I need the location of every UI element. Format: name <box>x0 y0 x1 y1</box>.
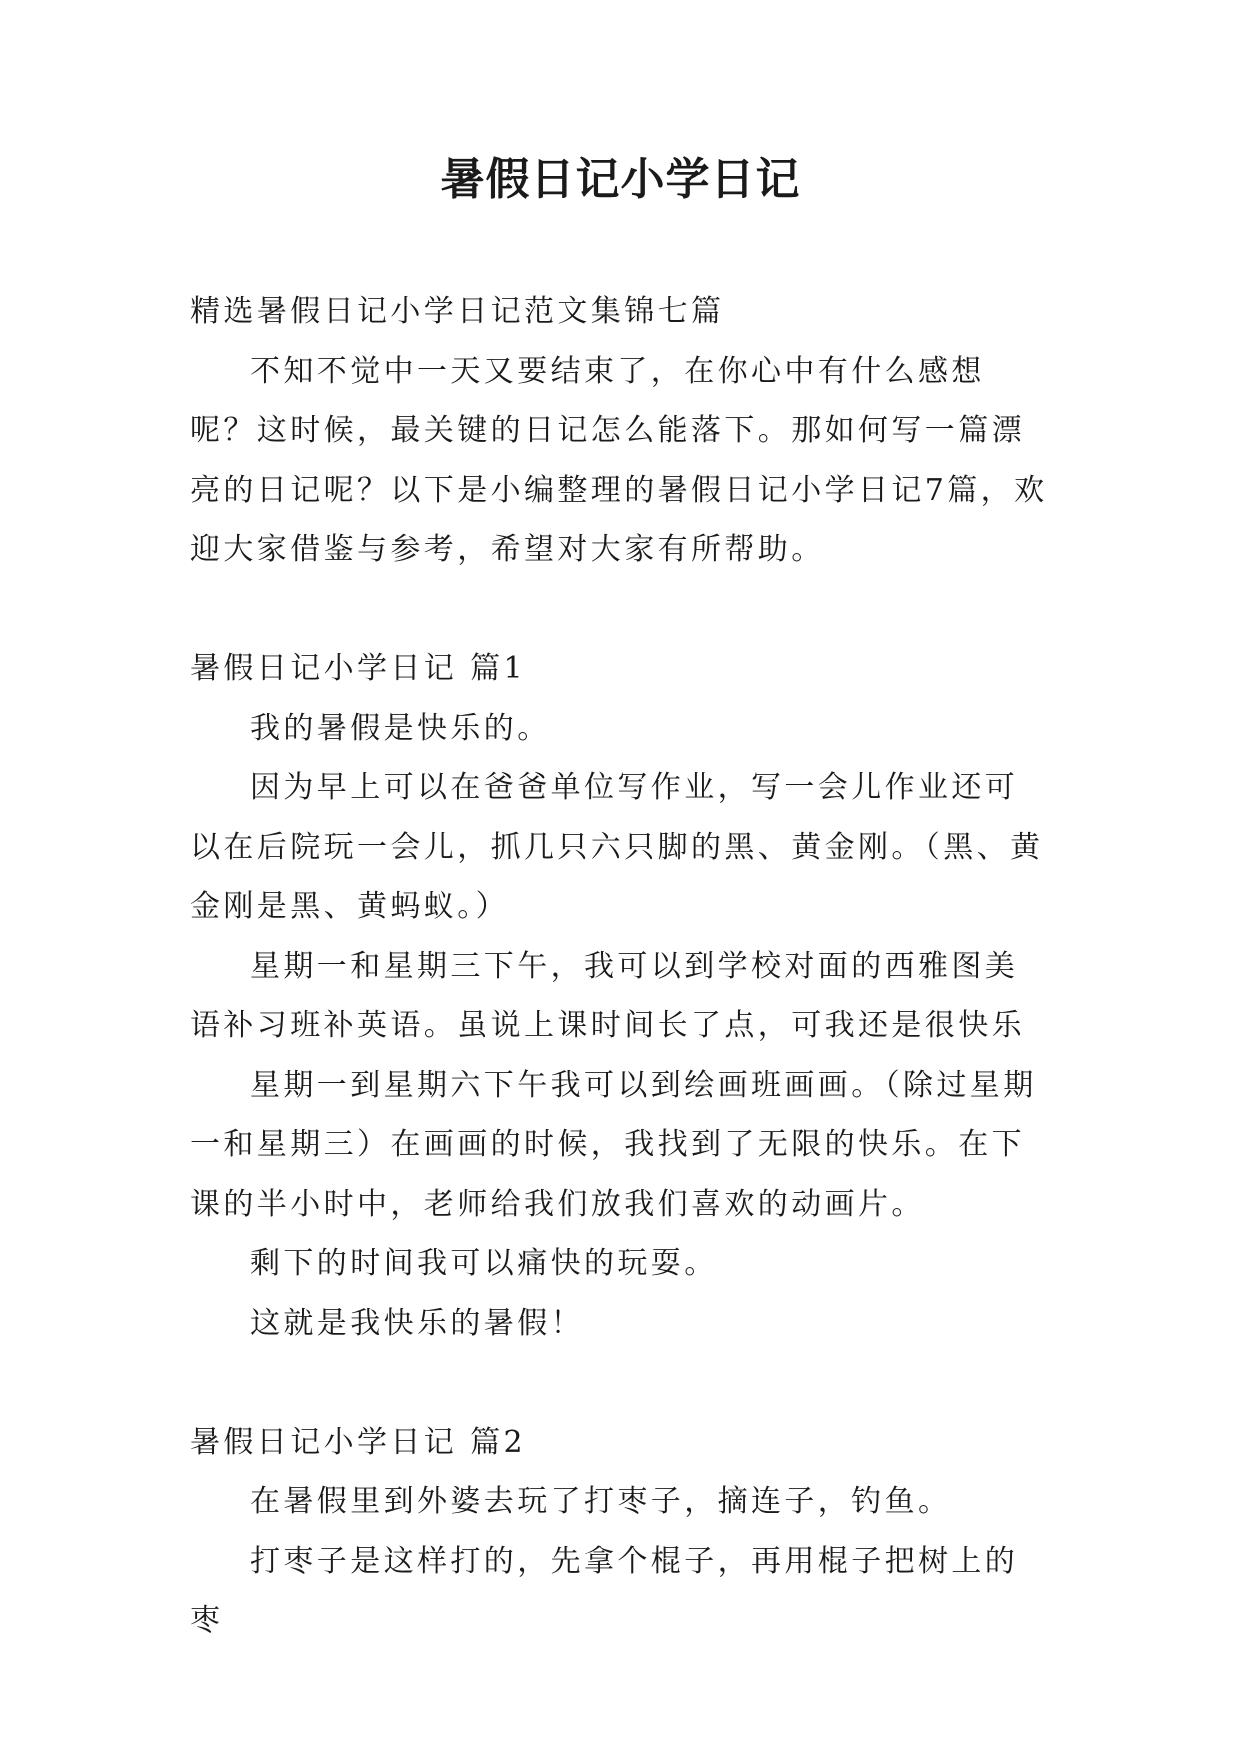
entry-2-paragraph: 打枣子是这样打的，先拿个棍子，再用棍子把树上的枣 <box>190 1543 1019 1638</box>
entry-2-paragraph: 在暑假里到外婆去玩了打枣子，摘连子，钓鱼。 <box>250 1484 952 1519</box>
entry-2-heading: 暑假日记小学日记 篇2 <box>190 1424 527 1460</box>
entry-1-paragraph: 因为早上可以在爸爸单位写作业，写一会儿作业还可以在后院玩一会儿，抓几只六只脚的黑、黄金刚。（黑、黄金刚是黑、黄蚂蚁。） <box>190 770 1044 924</box>
entry-1-heading: 暑假日记小学日记 篇1 <box>190 651 527 686</box>
section-gap <box>190 580 1050 640</box>
intro-heading: 精选暑假日记小学日记范文集锦七篇 <box>190 294 725 329</box>
page-title: 暑假日记小学日记 <box>440 154 801 205</box>
section-gap <box>190 1353 1050 1413</box>
entry-1-paragraph: 我的暑假是快乐的。 <box>250 710 551 746</box>
entry-1-paragraph: 星期一和星期三下午，我可以到学校对面的西雅图美语补习班补英语。虽说上课时间长了点，可我还是很快乐 <box>190 948 1025 1043</box>
entry-1-paragraph: 星期一到星期六下午我可以到绘画班画画。（除过星期一和星期三）在画画的时候，我找到了无限的快乐。在下课的半小时中，老师给我们放我们喜欢的动画片。 <box>190 1067 1037 1222</box>
intro-paragraph: 不知不觉中一天又要结束了，在你心中有什么感想呢？这时候，最关键的日记怎么能落下。那如何写一篇漂亮的日记呢？以下是小编整理的暑假日记小学日记7篇，欢迎大家借鉴与参考，希望对大家有所帮助。 <box>190 353 1048 567</box>
document-body <box>190 282 1050 1651</box>
entry-1-paragraph: 这就是我快乐的暑假！ <box>250 1305 584 1341</box>
entry-1-paragraph: 剩下的时间我可以痛快的玩耍。 <box>250 1246 718 1281</box>
